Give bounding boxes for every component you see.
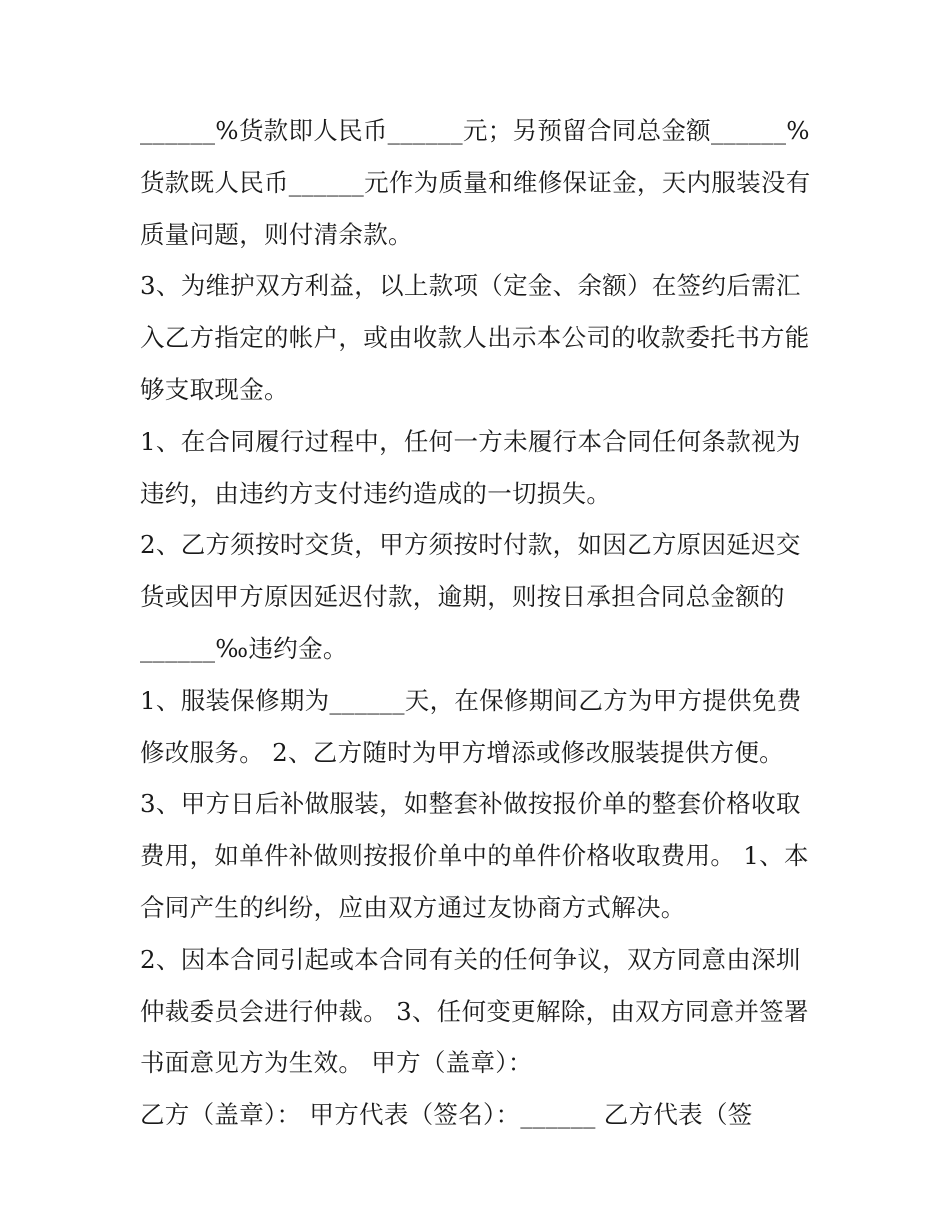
text-line: 违约，由违约方支付违约造成的一切损失。 — [140, 478, 612, 508]
text-line: 2、乙方须按时交货，甲方须按时付款，如因乙方原因延迟交 — [140, 530, 801, 560]
text-line: ______‰违约金。 — [140, 633, 348, 663]
text-line: 入乙方指定的帐户，或由收款人出示本公司的收款委托书方能 — [140, 323, 810, 353]
text-line: 1、在合同履行过程中，任何一方未履行本合同任何条款视为 — [140, 426, 801, 456]
text-line: 仲裁委员会进行仲裁。 3、任何变更解除，由双方同意并签署 — [140, 996, 809, 1026]
text-line: 修改服务。 2、乙方随时为甲方增添或修改服装提供方便。 — [140, 737, 784, 767]
text-line: 2、因本合同引起或本合同有关的任何争议，双方同意由深圳 — [140, 944, 801, 974]
text-line: 够支取现金。 — [140, 374, 289, 404]
text-line: 3、为维护双方利益，以上款项（定金、余额）在签约后需汇 — [140, 271, 801, 301]
text-line: 乙方（盖章）： 甲方代表（签名）：______ 乙方代表（签 — [140, 1100, 753, 1130]
text-line: 货款既人民币______元作为质量和维修保证金，天内服装没有 — [140, 167, 811, 197]
text-line: 合同产生的纠纷，应由双方通过友协商方式解决。 — [140, 892, 686, 922]
text-line: 3、甲方日后补做服装，如整套补做按报价单的整套价格收取 — [140, 789, 801, 819]
text-line: 费用，如单件补做则按报价单中的单件价格收取费用。 1、本 — [140, 841, 809, 871]
text-line: 书面意见方为生效。 甲方（盖章）： — [140, 1048, 533, 1078]
text-line: ______%货款即人民币______元；另预留合同总金额______% — [140, 116, 810, 145]
text-line: 1、服装保修期为______天，在保修期间乙方为甲方提供免费 — [140, 685, 802, 715]
text-line: 质量问题，则付清余款。 — [140, 219, 413, 249]
document-body — [140, 105, 820, 1141]
text-line: 货或因甲方原因延迟付款，逾期，则按日承担合同总金额的 — [140, 582, 785, 612]
